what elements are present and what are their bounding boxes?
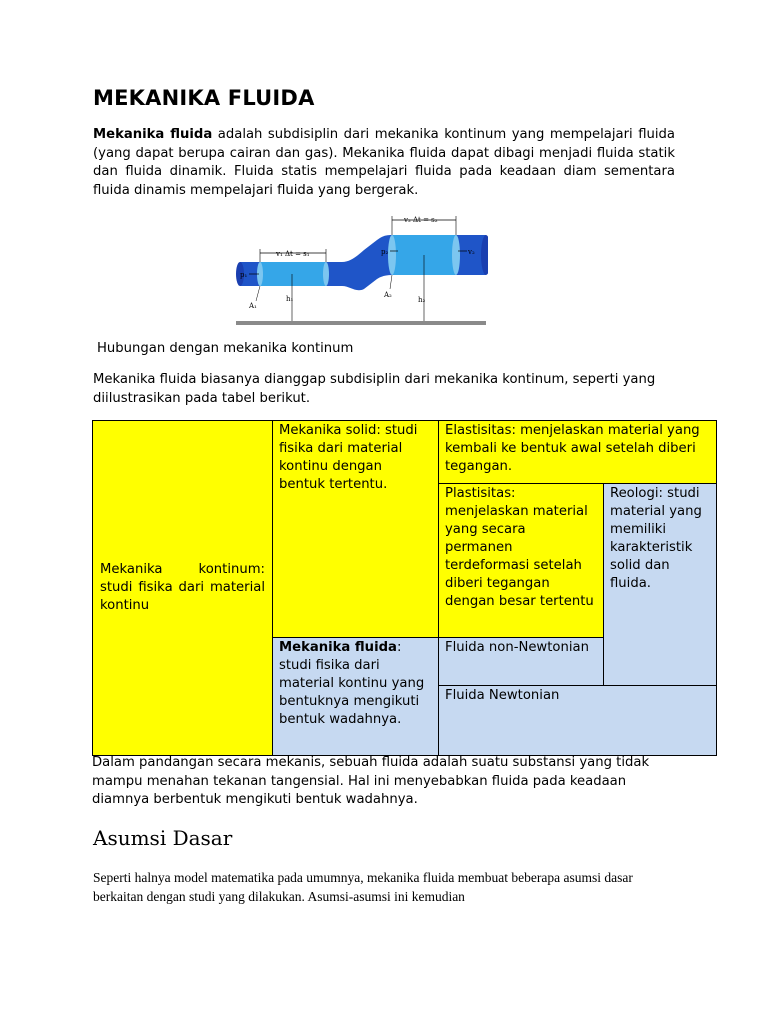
cell-rheology: Reologi: studi material yang memiliki karakteristik solid dan fluida.	[604, 484, 717, 686]
continuum-mechanics-table	[92, 420, 717, 756]
label-p1: p₁	[240, 271, 248, 279]
fluid-mechanics-text: : studi fisika dari material kontinu yang bentuknya mengikuti bentuk wadahnya.	[279, 640, 425, 727]
mechanical-view-paragraph: Dalam pandangan secara mekanis, sebuah fluida adalah suatu substansi yang tidak mampu menahan tekanan tangensial. Hal ini menyebabkan fluida pada keadaan diamnya berbentuk mengikuti bentuk wadahnya.	[92, 755, 650, 808]
page-title: MEKANIKA FLUIDA	[93, 86, 315, 110]
label-v2: v₂	[468, 248, 475, 256]
pipe-flow-diagram	[232, 213, 488, 331]
pointer-a2	[390, 275, 392, 289]
label-v1dt: v₁ Δt = s₁	[276, 250, 310, 258]
segment-2-right-face	[452, 235, 460, 275]
cell-continuum-mechanics: Mekanika kontinum: studi fisika dari material kontinu	[93, 421, 273, 756]
figure-caption: Hubungan dengan mekanika kontinum	[97, 341, 354, 356]
intro-text: adalah subdisiplin dari mekanika kontinum yang mempelajari fluida (yang dapat berupa cairan dan gas). Mekanika fluida dapat dibagi menjadi fluida statik dan fluida dinamik. Fluida statis mempelajari fluida pada keadaan diam sementara fluida dinamis mempelajari fluida yang bergerak.	[93, 127, 675, 198]
segment-1-right-face	[323, 262, 329, 286]
fluid-segment-1	[260, 262, 326, 286]
cell-solid-mechanics: Mekanika solid: studi fisika dari material kontinu dengan bentuk tertentu.	[273, 421, 439, 638]
cell-non-newtonian: Fluida non-Newtonian	[439, 638, 604, 686]
fluid-mechanics-bold: Mekanika fluida	[279, 640, 397, 655]
label-h2: h₂	[418, 296, 426, 304]
section-paragraph: Seperti halnya model matematika pada umumnya, mekanika fluida membuat beberapa asumsi dasar berkaitan dengan studi yang dilakukan. Asumsi-asumsi ini kemudian	[93, 870, 633, 904]
cell-plasticity: Plastisitas: menjelaskan material yang secara permanen terdeformasi setelah diberi tegangan dengan besar tertentu	[439, 484, 604, 638]
label-v2dt: v₂ Δt = s₂	[404, 216, 438, 224]
label-a2: A₂	[384, 291, 392, 299]
cell-newtonian: Fluida Newtonian	[439, 686, 717, 756]
section-heading: Asumsi Dasar	[93, 826, 233, 850]
ground-line	[236, 321, 486, 325]
cell-elasticity: Elastisitas: menjelaskan material yang kembali ke bentuk awal setelah diberi tegangan.	[439, 421, 717, 484]
cell-fluid-mechanics	[273, 638, 439, 756]
intro-bold-term: Mekanika fluida	[93, 127, 213, 142]
label-a1: A₁	[249, 302, 257, 310]
table-intro: Mekanika fluida biasanya dianggap subdisiplin dari mekanika kontinum, seperti yang diilustrasikan pada tabel berikut.	[93, 372, 656, 406]
segment-2-left-face	[388, 235, 396, 275]
label-p2: p₂	[381, 248, 389, 256]
pointer-a1	[256, 286, 260, 301]
intro-paragraph	[93, 126, 675, 200]
label-h1: h₁	[286, 295, 294, 303]
